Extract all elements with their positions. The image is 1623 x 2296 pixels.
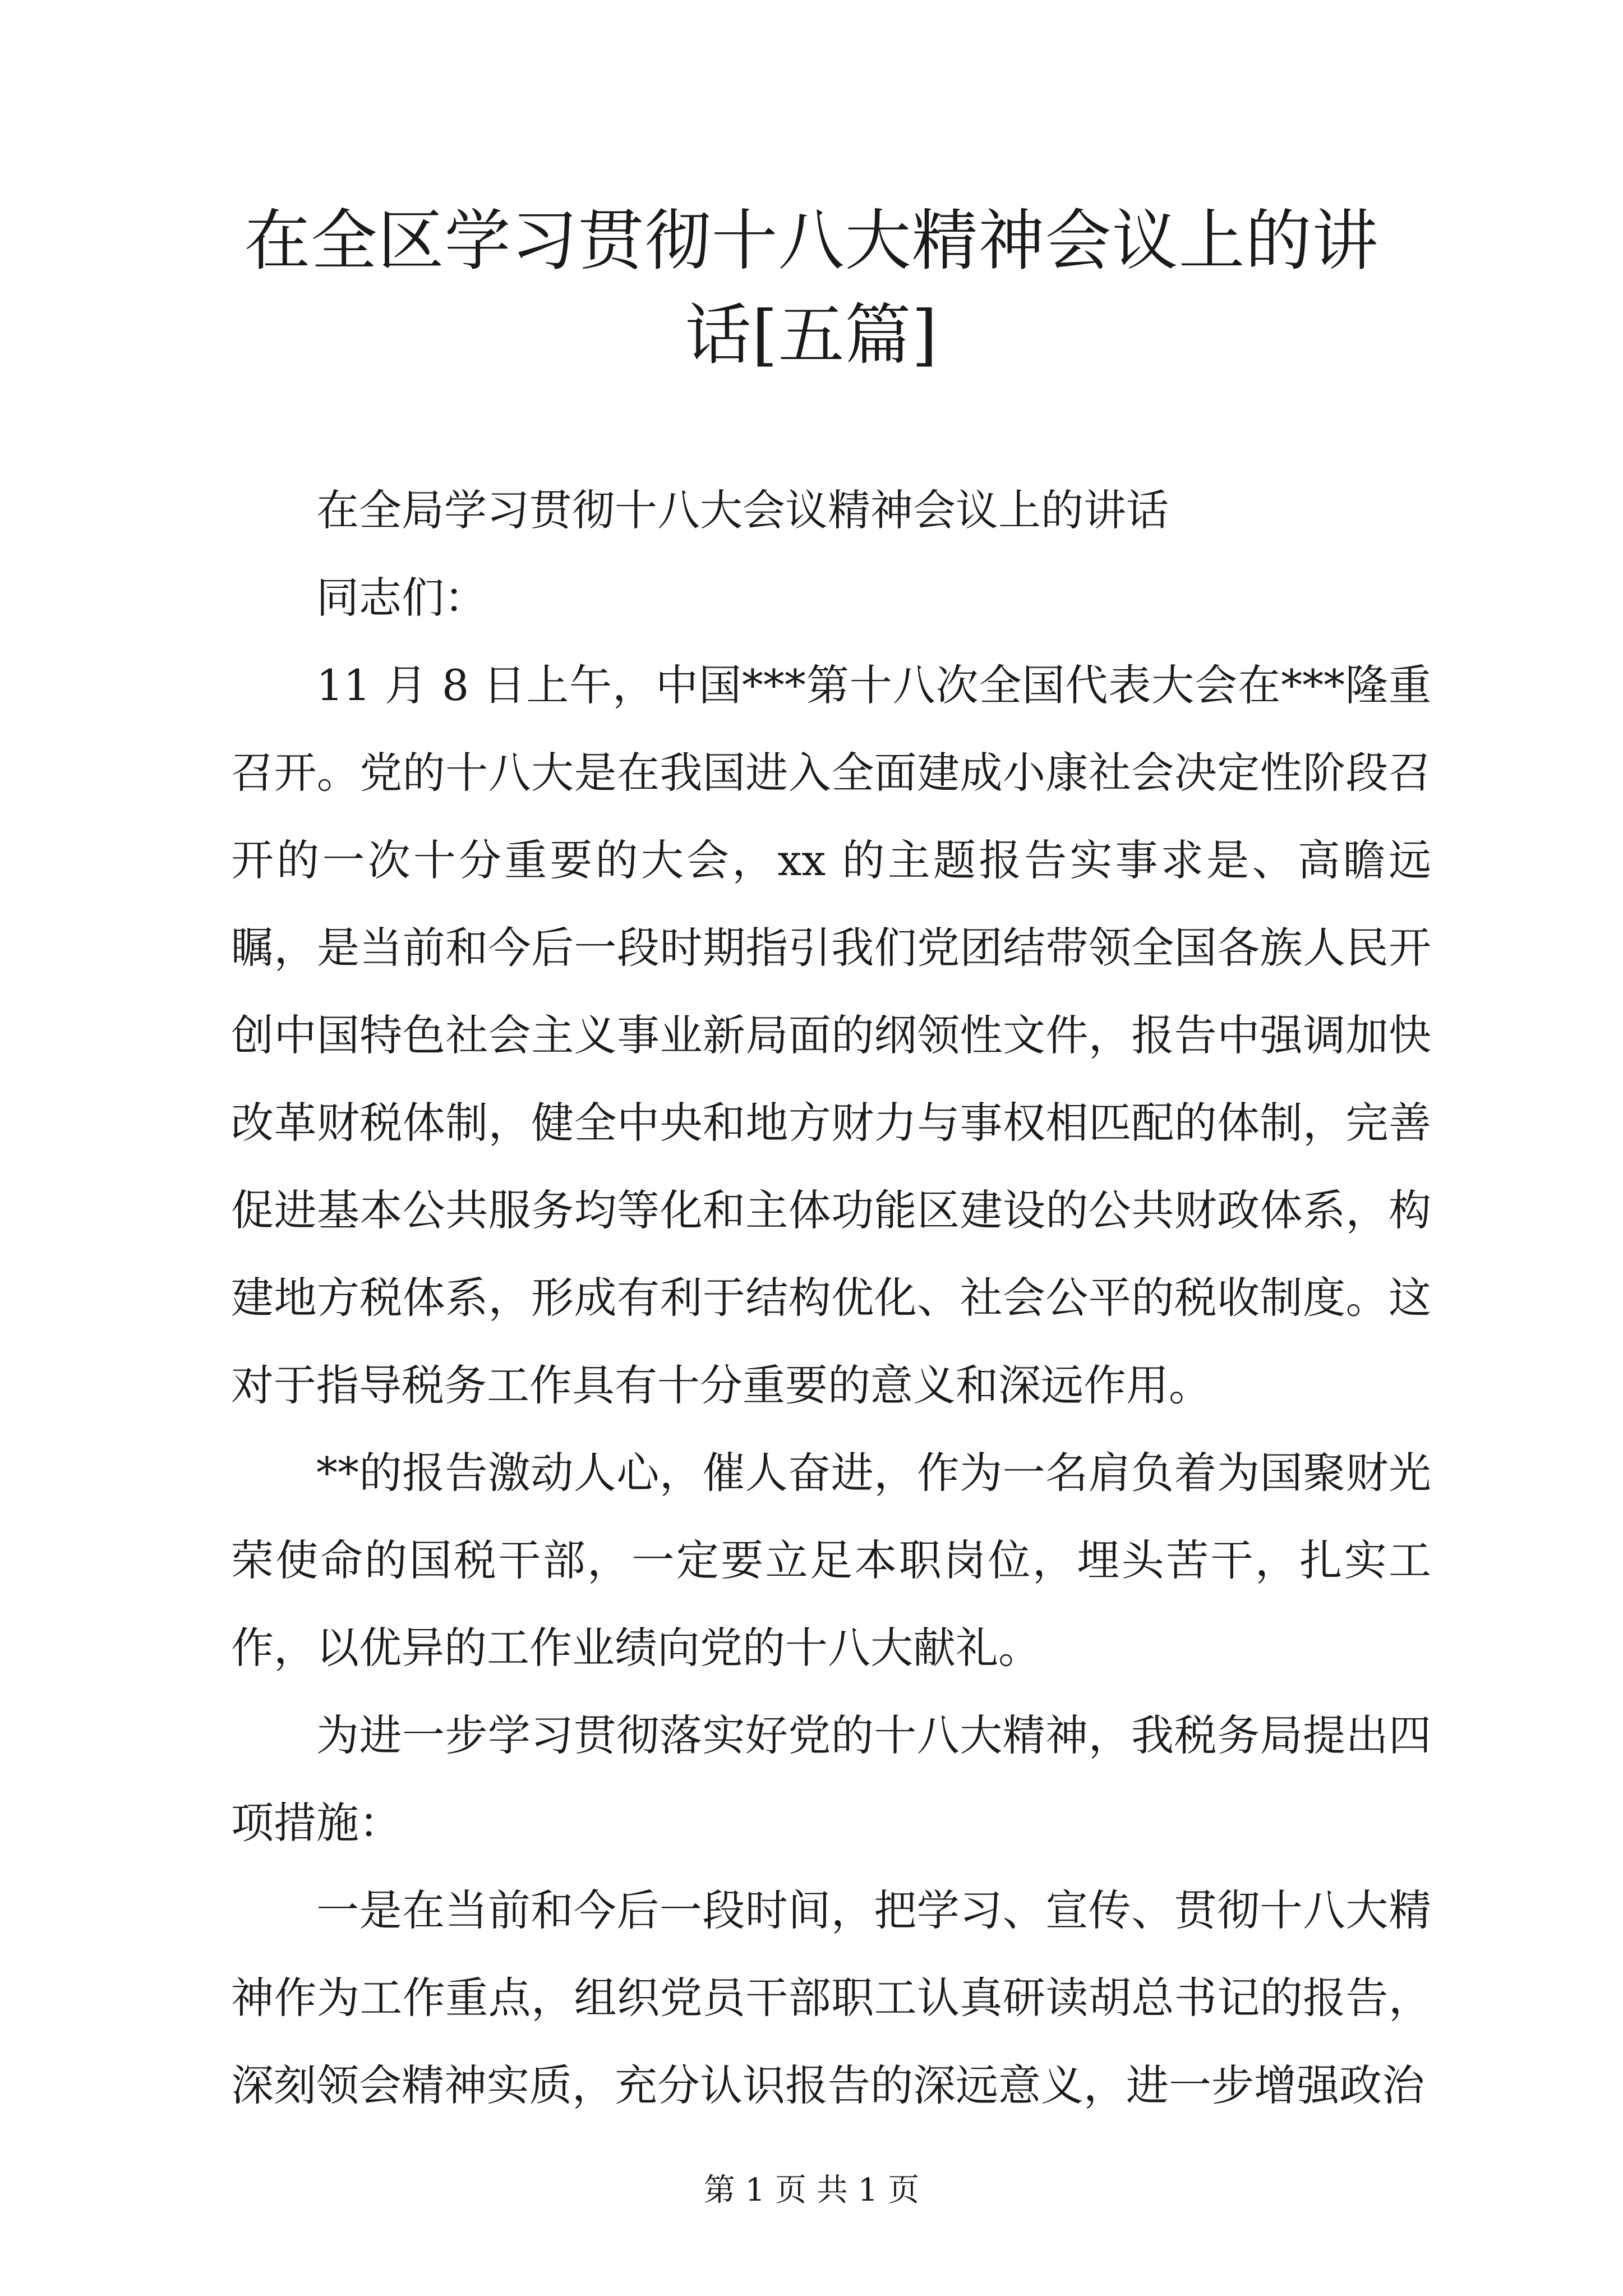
body-paragraph: **的报告激动人心，催人奋进，作为一名肩负着为国聚财光荣使命的国税干部，一定要立足本职岗位，埋头苦干，扎实工作，以优异的工作业绩向党的十八大献礼。: [231, 1448, 1431, 1673]
page-footer: 第 1 页 共 1 页: [703, 2172, 920, 2208]
salutation-paragraph: 同志们：: [316, 573, 487, 623]
document-title: 在全区学习贯彻十八大精神会议上的讲话[五篇]: [244, 202, 1379, 374]
subtitle-paragraph: 在全局学习贯彻十八大会议精神会议上的讲话: [316, 485, 1169, 535]
body-paragraph: 一是在当前和今后一段时间，把学习、宣传、贯彻十八大精神作为工作重点，组织党员干部职工认真研读胡总书记的报告，深刻领会精神实质，充分认识报告的深远意义，进一步增强政治: [231, 1885, 1431, 2110]
body-paragraph: 11 月 8 日上午，中国***第十八次全国代表大会在***隆重召开。党的十八大是在我国进入全面建成小康社会决定性阶段召开的一次十分重要的大会，xx 的主题报告实事求是、高瞻远瞩，是当前和今后一段时期指引我们党团结带领全国各族人民开创中国特色社会主义事业新局面的纲领性文件，报告中强调加快改革财税体制，健全中央和地方财力与事权相匹配的体制，完善促进基本公共服务均等化和主体功能区建设的公共财政体系，构建地方税体系，形成有利于结构优化、社会公平的税收制度。这对于指导税务工作具有十分重要的意义和深远作用。: [231, 660, 1431, 1410]
document-body: [231, 467, 1431, 2129]
body-paragraph: 为进一步学习贯彻落实好党的十八大精神，我税务局提出四项措施：: [231, 1710, 1431, 1848]
